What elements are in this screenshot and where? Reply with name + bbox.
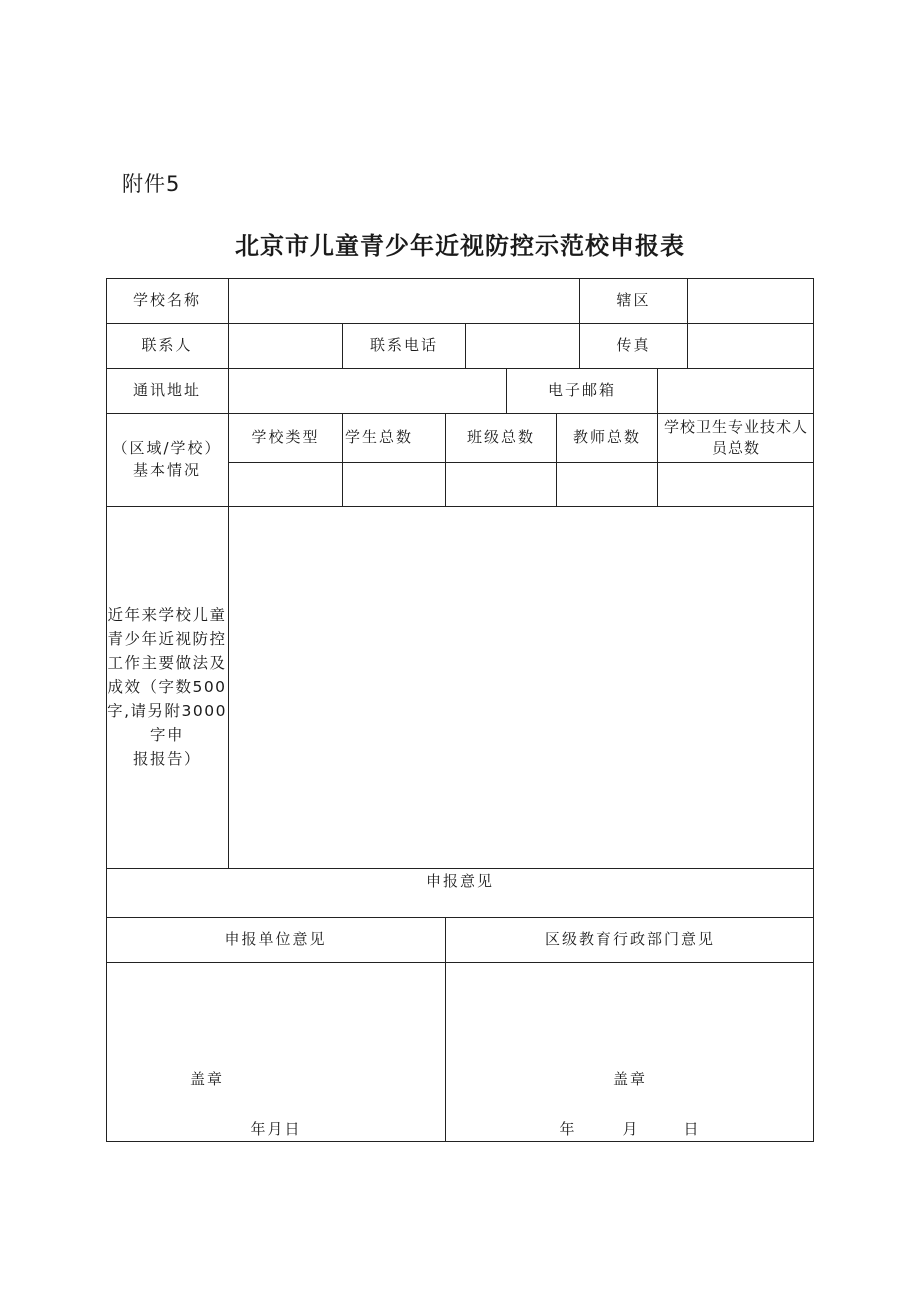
district-date-month: 月 [622,1120,640,1139]
district-seal-label: 盖章 [612,1070,647,1089]
contact-label: 联系人 [141,335,193,354]
fax-label: 传真 [616,335,651,354]
col-header-teacher-total: 教师总数 [572,427,641,446]
practices-label-line: 字,请另附3000 [107,702,227,720]
col-header-health-staff-line2: 员总数 [711,438,760,457]
contact-field[interactable] [229,324,342,368]
unit-opinion-label: 申报单位意见 [224,929,327,948]
basic-info-label [106,413,228,506]
teacher-total-field[interactable] [557,463,657,506]
address-label: 通讯地址 [132,380,201,399]
practices-label-line: 工作主要做法及 [107,653,227,672]
district-date-day: 日 [683,1120,701,1139]
district-date-year: 年 [559,1120,577,1139]
attachment-label: 附件5 [122,172,181,196]
practices-label-line: 成效（字数500 [107,677,227,696]
school-name-label: 学校名称 [132,290,201,309]
col-header-school-type: 学校类型 [251,427,320,446]
page-title: 北京市儿童青少年近视防控示范校申报表 [235,232,685,260]
unit-date-label: 年月日 [250,1120,302,1139]
student-total-field[interactable] [343,463,445,506]
health-staff-total-field[interactable] [658,463,813,506]
district-opinion-field[interactable] [446,963,813,1141]
school-name-field[interactable] [229,279,579,323]
district-label: 辖区 [616,290,651,309]
district-field[interactable] [688,279,813,323]
unit-opinion-field[interactable] [107,963,445,1141]
practices-label-line: 报报告） [132,750,201,769]
district-opinion-label: 区级教育行政部门意见 [544,929,715,948]
class-total-field[interactable] [446,463,556,506]
practices-label [106,506,228,868]
basic-info-label-line2: 基本情况 [132,460,201,479]
fax-field[interactable] [688,324,813,368]
practices-label-line: 青少年近视防控 [107,629,227,648]
col-header-health-staff-line1: 学校卫生专业技术人 [663,417,808,436]
phone-label: 联系电话 [369,335,438,354]
address-field[interactable] [229,369,506,413]
col-header-class-total: 班级总数 [466,427,535,446]
practices-label-line: 近年来学校儿童 [107,605,227,624]
basic-info-label-line1: （区域/学校） [112,438,222,457]
school-type-field[interactable] [229,463,342,506]
email-label: 电子邮箱 [547,380,616,399]
practices-field[interactable] [229,507,813,868]
email-field[interactable] [658,369,813,413]
practices-label-line: 字申 [149,726,184,745]
opinion-header: 申报意见 [425,872,494,891]
col-header-student-total: 学生总数 [345,427,414,446]
phone-field[interactable] [466,324,579,368]
unit-seal-label: 盖章 [189,1070,224,1089]
col-header-health-staff-total [658,413,814,462]
